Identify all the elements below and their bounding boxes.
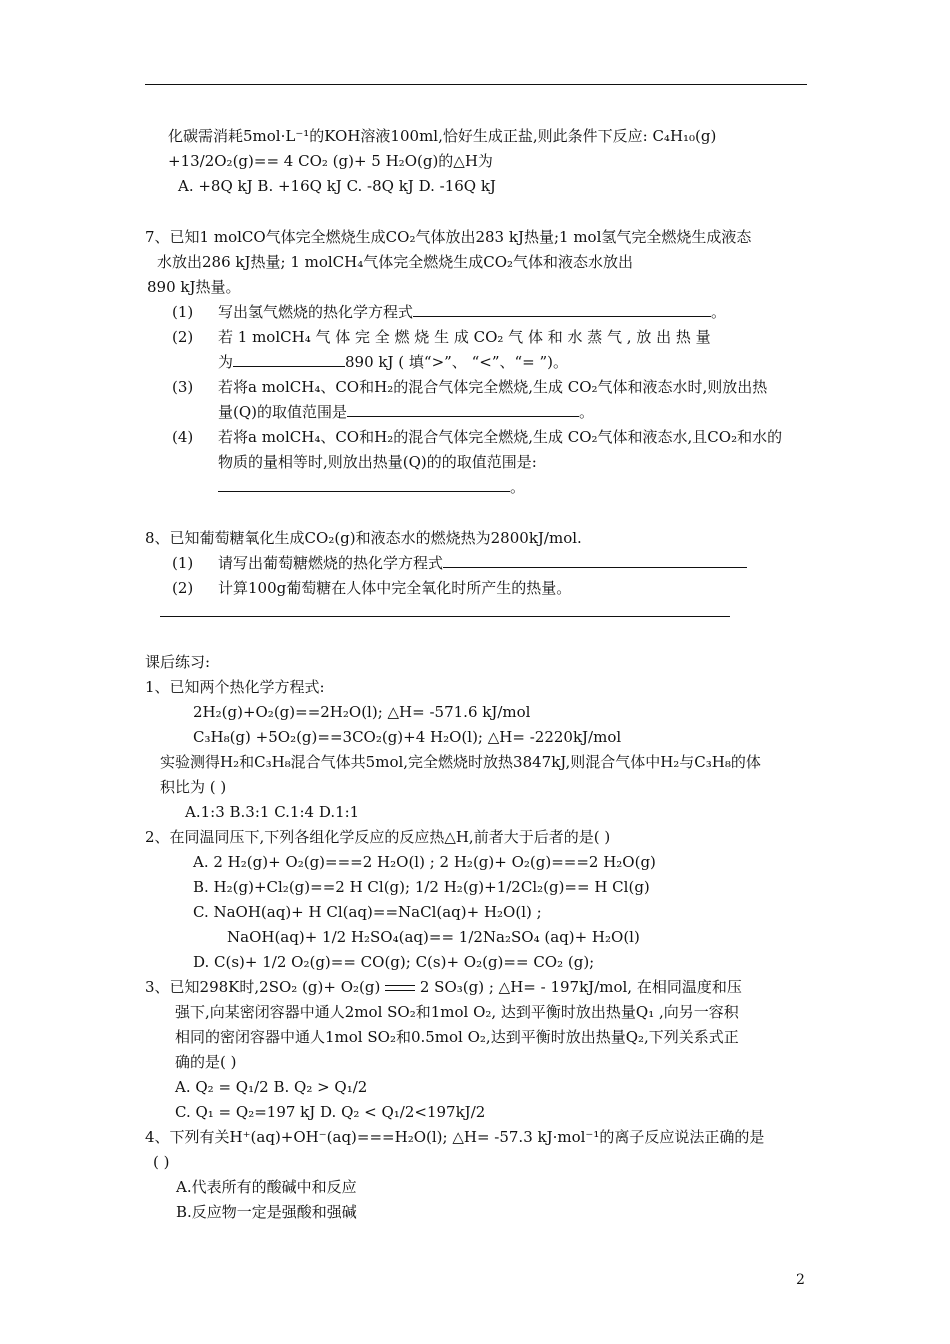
q7-part4-number: (4) bbox=[172, 428, 194, 446]
q6-line2: +13/2O₂(g)== 4 CO₂ (g)+ 5 H₂O(g)的△H为 bbox=[168, 152, 493, 170]
q7-part2-line2 bbox=[218, 352, 568, 372]
q7-part4-text: 若将a molCH₄、CO和H₂的混合气体完全燃烧,生成 CO₂气体和液态水,且CO₂和水的 bbox=[218, 428, 783, 446]
hw-q2-option-c1: C. NaOH(aq)+ H Cl(aq)==NaCl(aq)+ H₂O(l) ; bbox=[193, 903, 542, 921]
hw-q1-eq1: 2H₂(g)+O₂(g)==2H₂O(l); △H= -571.6 kJ/mol bbox=[193, 703, 531, 721]
q7-part3-end: 。 bbox=[579, 403, 595, 421]
hw-q3-line1 bbox=[145, 977, 742, 997]
equilibrium-arrow-icon bbox=[385, 983, 415, 993]
q7-part1-end: 。 bbox=[711, 303, 727, 321]
hw-q2-option-c2: NaOH(aq)+ 1/2 H₂SO₄(aq)== 1/2Na₂SO₄ (aq)+ H₂O(l) bbox=[227, 928, 640, 946]
hw-q3-options-cd: C. Q₁ = Q₂=197 kJ D. Q₂ < Q₁/2<197kJ/2 bbox=[175, 1103, 486, 1121]
hw-q4-line1: 4、下列有关H⁺(aq)+OH⁻(aq)===H₂O(l); △H= -57.3 kJ·mol⁻¹的离子反应说法正确的是 bbox=[145, 1128, 765, 1146]
hw-q1-options: A.1:3 B.3:1 C.1:4 D.1:1 bbox=[185, 803, 360, 821]
q7-part2-suffix: 890 kJ ( 填“>”、 “<”、“= ”)。 bbox=[345, 353, 569, 371]
q8-part1-number: (1) bbox=[172, 554, 194, 572]
hw-q1-line1: 1、已知两个热化学方程式: bbox=[145, 678, 325, 696]
q7-part1-blank[interactable] bbox=[413, 302, 711, 317]
q8-part1-text: 请写出葡萄糖燃烧的热化学方程式 bbox=[218, 554, 444, 572]
hw-q2-line1: 2、在同温同压下,下列各组化学反应的反应热△H,前者大于后者的是( ) bbox=[145, 828, 611, 846]
hw-q3-options-ab: A. Q₂ = Q₁/2 B. Q₂ > Q₁/2 bbox=[175, 1078, 368, 1096]
hw-q3-line1-a: 3、已知298K时,2SO₂ (g)+ O₂(g) bbox=[145, 978, 381, 996]
page-number: 2 bbox=[796, 1272, 805, 1288]
hw-q2-option-b: B. H₂(g)+Cl₂(g)==2 H Cl(g); 1/2 H₂(g)+1/2Cl₂(g)== H Cl(g) bbox=[193, 878, 650, 896]
hw-q4-option-b: B.反应物一定是强酸和强碱 bbox=[176, 1203, 357, 1221]
q7-part4-blank[interactable] bbox=[218, 477, 510, 492]
q7-part1 bbox=[218, 302, 726, 322]
q8-part2-text: 计算100g葡萄糖在人体中完全氧化时所产生的热量。 bbox=[218, 579, 572, 597]
hw-q1-line4: 实验测得H₂和C₃H₈混合气体共5mol,完全燃烧时放热3847kJ,则混合气体中H₂与C₃H₈的体 bbox=[160, 753, 761, 771]
hw-q3-line3: 相同的密闭容器中通人1mol SO₂和0.5mol O₂,达到平衡时放出热量Q₂,下列关系式正 bbox=[175, 1028, 739, 1046]
hw-q1-line5: 积比为 ( ) bbox=[160, 778, 227, 796]
q8-part1 bbox=[218, 553, 747, 573]
q7-part2-prefix: 为 bbox=[218, 353, 234, 371]
q7-part3-text: 若将a molCH₄、CO和H₂的混合气体完全燃烧,生成 CO₂气体和液态水时,则放出热 bbox=[218, 378, 768, 396]
q7-part2-number: (2) bbox=[172, 328, 194, 346]
q7-line1: 7、已知1 molCO气体完全燃烧生成CO₂气体放出283 kJ热量;1 mol氢气完全燃烧生成液态 bbox=[145, 228, 752, 246]
q7-part2-text: 若 1 molCH₄ 气 体 完 全 燃 烧 生 成 CO₂ 气 体 和 水 蒸 气 , 放 出 热 量 bbox=[218, 328, 711, 346]
q7-part1-number: (1) bbox=[172, 303, 194, 321]
q7-part4-answer-line bbox=[218, 477, 525, 497]
q7-line3: 890 kJ热量。 bbox=[147, 278, 241, 296]
q7-part4-line2: 物质的量相等时,则放出热量(Q)的的取值范围是: bbox=[218, 453, 537, 471]
q7-part3-line2 bbox=[218, 402, 594, 422]
q8-part1-blank[interactable] bbox=[443, 553, 747, 568]
hw-q3-line1-b: 2 SO₃(g) ; △H= - 197kJ/mol, 在相同温度和压 bbox=[419, 978, 742, 996]
hw-q4-line2: ( ) bbox=[153, 1153, 170, 1171]
q7-part3-label: 量(Q)的取值范围是 bbox=[218, 403, 348, 421]
q8-part2-number: (2) bbox=[172, 579, 194, 597]
q7-part4-end: 。 bbox=[510, 478, 526, 496]
hw-q4-option-a: A.代表所有的酸碱中和反应 bbox=[176, 1178, 357, 1196]
q7-part1-text: 写出氢气燃烧的热化学方程式 bbox=[218, 303, 414, 321]
q7-part3-blank[interactable] bbox=[347, 402, 579, 417]
homework-heading: 课后练习: bbox=[145, 653, 211, 671]
q6-options: A. +8Q kJ B. +16Q kJ C. -8Q kJ D. -16Q kJ bbox=[178, 177, 496, 195]
q7-part3-number: (3) bbox=[172, 378, 194, 396]
hw-q3-line2: 强下,向某密闭容器中通人2mol SO₂和1mol O₂, 达到平衡时放出热量Q₁ ,向另一容积 bbox=[175, 1003, 739, 1021]
header-rule bbox=[145, 84, 807, 85]
q8-answer-line[interactable] bbox=[160, 616, 730, 617]
hw-q2-option-d: D. C(s)+ 1/2 O₂(g)== CO(g); C(s)+ O₂(g)== CO₂ (g); bbox=[193, 953, 595, 971]
q6-line1: 化碳需消耗5mol·L⁻¹的KOH溶液100ml,恰好生成正盐,则此条件下反应: C₄H₁₀(g) bbox=[168, 127, 717, 145]
hw-q2-option-a: A. 2 H₂(g)+ O₂(g)===2 H₂O(l) ; 2 H₂(g)+ O₂(g)===2 H₂O(g) bbox=[193, 853, 656, 871]
q7-part2-blank[interactable] bbox=[233, 352, 345, 367]
hw-q3-line4: 确的是( ) bbox=[175, 1053, 237, 1071]
hw-q1-eq2: C₃H₈(g) +5O₂(g)==3CO₂(g)+4 H₂O(l); △H= -2220kJ/mol bbox=[193, 728, 622, 746]
q8-line1: 8、已知葡萄糖氧化生成CO₂(g)和液态水的燃烧热为2800kJ/mol. bbox=[145, 529, 582, 547]
q7-line2: 水放出286 kJ热量; 1 molCH₄气体完全燃烧生成CO₂气体和液态水放出 bbox=[157, 253, 634, 271]
